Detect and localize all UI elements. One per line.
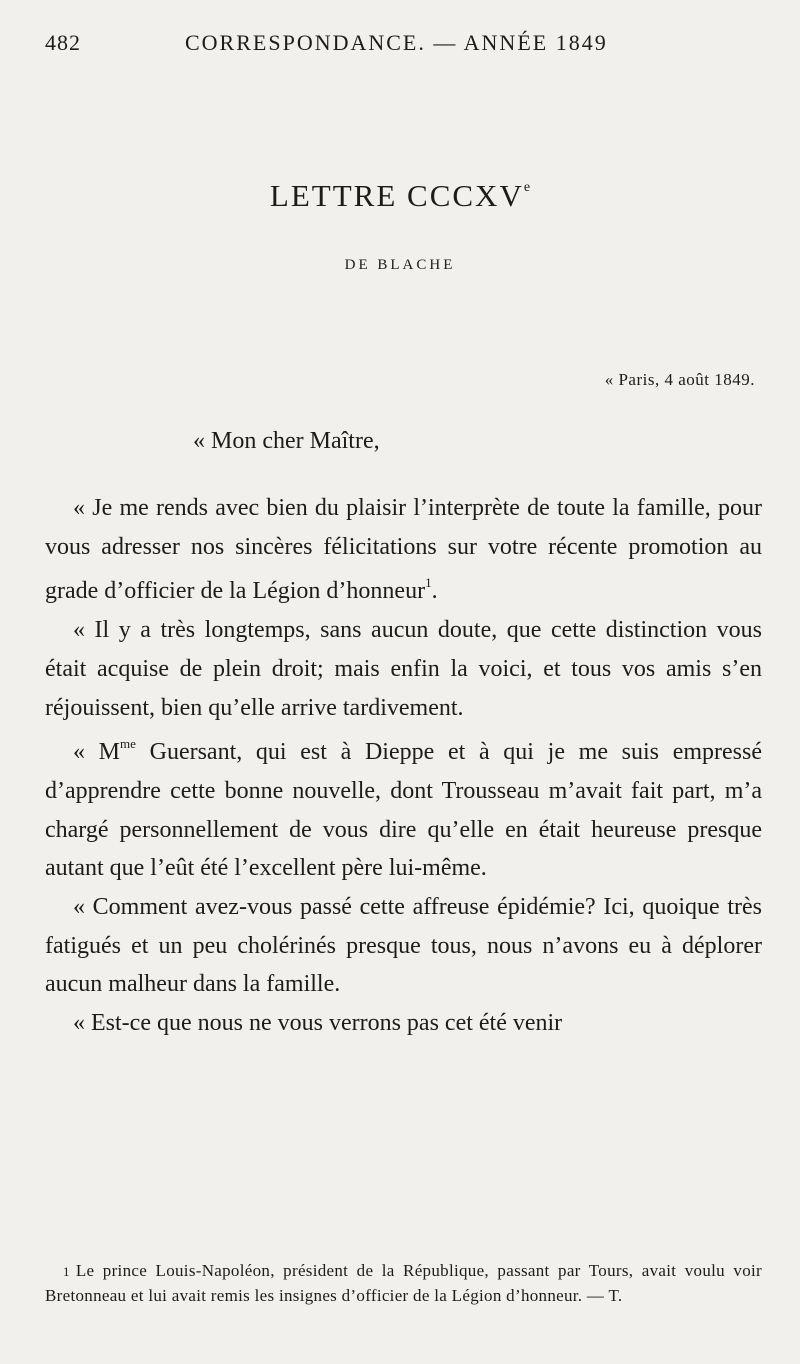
running-head [45, 30, 760, 66]
page-number: 482 [45, 30, 81, 55]
letter-title [0, 178, 800, 214]
paragraph-text: « M [73, 739, 121, 766]
footnote-reference: 1 [425, 575, 432, 591]
paragraph [45, 489, 762, 611]
paragraph: « Comment avez-vous passé cette affreuse épidémie? Ici, quoique très fatigués et un peu cholérinés presque tous, nous n’avons eu à déplorer aucun malheur dans la famille. [45, 894, 762, 998]
letter-dateline: « Paris, 4 août 1849. [604, 370, 755, 389]
footnote [45, 1258, 762, 1308]
letter-title-suffix: e [523, 180, 531, 195]
paragraph [45, 727, 762, 888]
paragraph: « Il y a très longtemps, sans aucun doute, que cette distinction vous était acquise de plein droit; mais enfin la voici, et tous vos amis s’en réjouissent, bien qu’elle arrive tardivement. [45, 617, 762, 721]
letter-body [45, 489, 762, 1043]
running-title: CORRESPONDANCE. — ANNÉE 1849 [185, 30, 608, 55]
paragraph-text-end: . [431, 578, 438, 605]
letter-sender: DE BLACHE [344, 257, 456, 273]
honorific-superscript: me [120, 736, 136, 752]
paragraph-text: « Je me rends avec bien du plaisir l’interprète de toute la famille, pour vous adresser nos sincères félicitations sur votre récente promotion au grade d’officier de la Légion d’honneur [45, 495, 762, 605]
letter-salutation: « Mon cher Maître, [193, 428, 380, 454]
paragraph: « Est-ce que nous ne vous verrons pas cet été venir [73, 1010, 563, 1037]
footnote-marker: 1 [63, 1264, 70, 1279]
letter-title-text: LETTRE CCCXV [269, 178, 524, 213]
footnote-text: Le prince Louis-Napoléon, président de la République, passant par Tours, avait voulu voir Bretonneau et lui avait remis les insignes d’officier de la Légion d’honneur. — T. [45, 1261, 762, 1305]
paragraph-text-end: Guersant, qui est à Dieppe et à qui je me suis empressé d’apprendre cette bonne nouvelle, dont Trousseau m’avait fait part, m’a chargé personnellement de vous dire qu’elle en était heureuse presque autant que l’eût été l’excellent père lui-même. [45, 739, 762, 882]
